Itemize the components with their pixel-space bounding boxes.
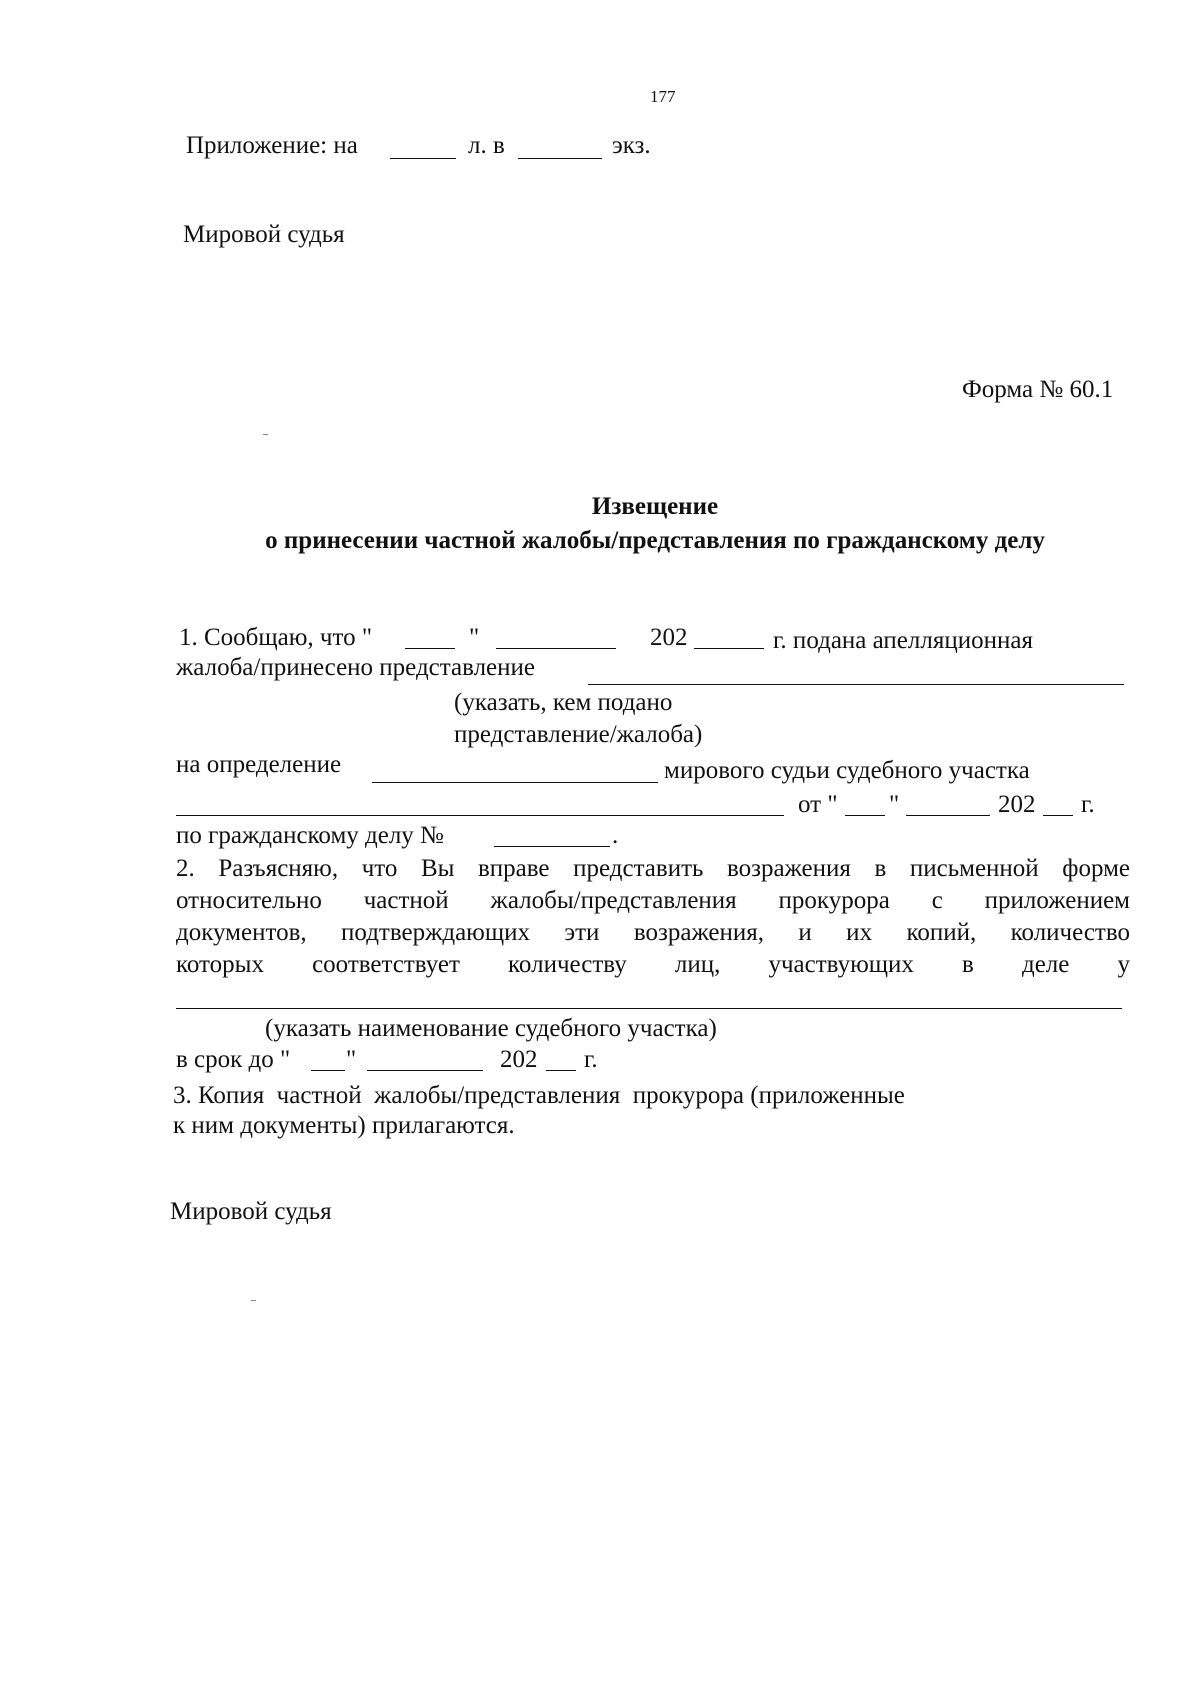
s1-line1-end: г. подана апелляционная [773, 627, 1033, 654]
document-subtitle: о принесении частной жалобы/представления по гражданскому делу [265, 527, 1045, 554]
s1-from-quote: от " [798, 791, 838, 818]
page-number: 177 [650, 87, 676, 106]
s2-line1: 2. Разъясняю, что Вы вправе представить возражения в письменной форме [176, 855, 1130, 882]
s1-quote-close: " [469, 624, 480, 651]
s1-from-year-suffix: г. [1081, 791, 1095, 818]
form-number: Форма № 60.1 [962, 376, 1114, 403]
document-title: Извещение [591, 493, 719, 520]
s1-hint-line1: (указать, кем подано [454, 689, 673, 716]
s2-deadline-start: в срок до " [176, 1046, 291, 1073]
s1-line2: жалоба/принесено представление [176, 654, 535, 681]
s3-line1: 3. Копия частной жалобы/представления прокурора (приложенные [173, 1082, 905, 1109]
s2-hint: (указать наименование судебного участка) [265, 1015, 717, 1042]
s1-day-blank [405, 648, 455, 649]
judge-signature-label: Мировой судья [183, 221, 345, 248]
s1-from-day-blank [845, 815, 885, 816]
attachment-label: Приложение: на [186, 132, 358, 159]
scan-speck [251, 1300, 256, 1301]
s1-from-year-prefix: 202 [998, 791, 1036, 818]
s1-from-month-blank [906, 815, 990, 816]
scan-speck [263, 434, 268, 435]
s1-line5: по гражданскому делу № [176, 822, 444, 849]
s1-hint-line2: представление/жалоба) [454, 721, 703, 748]
s1-district-blank [176, 815, 784, 816]
attachment-sheets-label: л. в [468, 132, 505, 159]
s2-deadline-year-prefix: 202 [500, 1046, 538, 1073]
sheets-blank [390, 158, 456, 159]
s1-line5-period: . [612, 822, 619, 849]
s1-line1-start: 1. Сообщаю, что " [179, 624, 373, 651]
s1-year-blank [694, 648, 764, 649]
copies-blank [518, 158, 602, 159]
s1-line3-end: мирового судьи судебного участка [664, 757, 1030, 784]
s3-line2: к ним документы) прилагаются. [173, 1112, 515, 1139]
s1-year-prefix: 202 [650, 624, 688, 651]
s1-case-number-blank [494, 846, 610, 847]
s2-deadline-month-blank [367, 1070, 483, 1071]
s2-deadline-day-blank [311, 1070, 345, 1071]
s1-line3-start: на определение [176, 751, 342, 778]
s2-district-blank [176, 1008, 1122, 1009]
s2-deadline-quote-close: " [346, 1046, 357, 1073]
s2-deadline-year-blank [546, 1070, 576, 1071]
s1-ruling-blank [372, 782, 658, 783]
s2-deadline-year-suffix: г. [584, 1046, 598, 1073]
s1-submitter-blank [588, 684, 1124, 685]
s1-from-year-blank [1043, 815, 1073, 816]
closing-judge-signature-label: Мировой судья [170, 1198, 332, 1225]
s2-line4: которых соответствует количеству лиц, участвующих в деле у [176, 951, 1130, 978]
s1-month-blank [496, 648, 616, 649]
s2-line3: документов, подтверждающих эти возражения, и их копий, количество [176, 919, 1130, 946]
attachment-copies-label: экз. [612, 132, 651, 159]
s2-line2: относительно частной жалобы/представления прокурора с приложением [176, 887, 1130, 914]
s1-from-quote-close: " [889, 791, 900, 818]
